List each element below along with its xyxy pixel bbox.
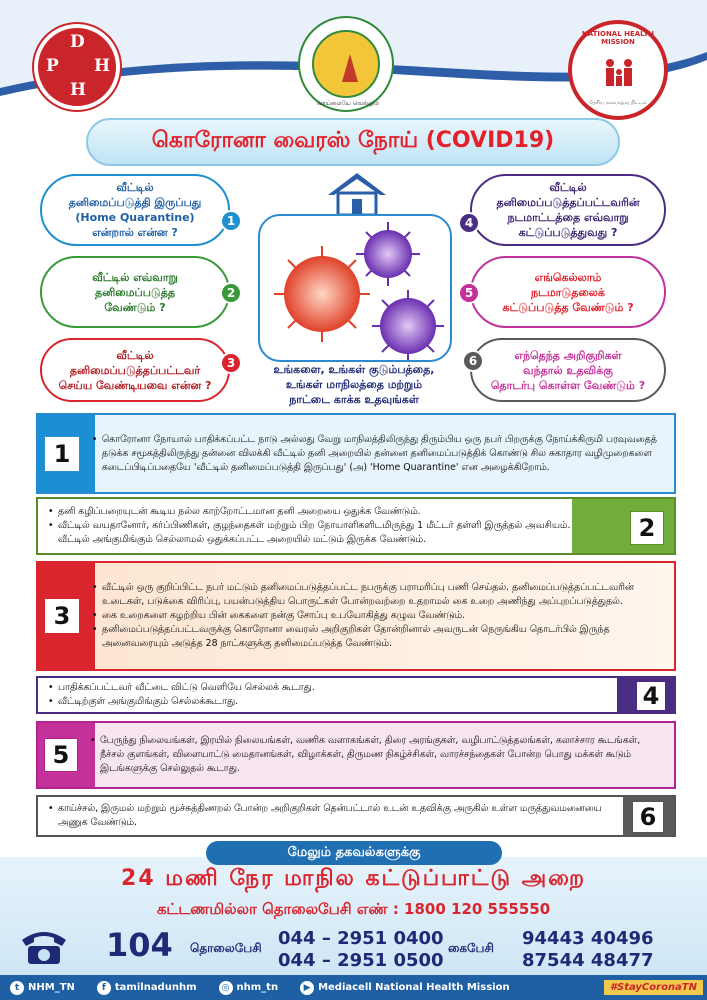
social-handle: tamilnadunhm bbox=[114, 982, 197, 993]
bubble-1-line: தனிமைப்படுத்தி இருப்பது bbox=[68, 196, 202, 209]
social-twitter[interactable] bbox=[10, 981, 75, 995]
emblem-caption: வாய்மையே வெல்லும் bbox=[316, 100, 380, 107]
bubble-5-line: கட்டுப்படுத்த வேண்டும் ? bbox=[502, 300, 634, 314]
landline-label: தொலைபேசி bbox=[190, 941, 262, 955]
title-banner bbox=[86, 118, 620, 166]
dph-letter-h2: H bbox=[70, 80, 87, 100]
section-4-number: 4 bbox=[636, 681, 666, 711]
bubble-4-badge: 4 bbox=[458, 212, 480, 234]
bubble-4-line: நடமாட்டத்தை எவ்வாறு bbox=[507, 211, 629, 224]
bubble-3-badge: 3 bbox=[220, 352, 242, 374]
dph-logo bbox=[34, 24, 120, 110]
list-item: • கை உறைகளை கழற்றிய பின் கைகளை நன்கு சோப்பு உபயோகித்து கழுவ வேண்டும். bbox=[90, 609, 668, 623]
section-1-list bbox=[90, 433, 674, 475]
bubble-3-line: செய்ய வேண்டியவை என்ன ? bbox=[58, 378, 212, 392]
bubble-3-line: வீட்டில் bbox=[116, 348, 154, 362]
list-item: • வீட்டிற்குள் அங்குமிங்கும் செல்லக்கூடாது. bbox=[46, 695, 606, 709]
list-item: • தனி கழிப்பறையுடன் கூடிய நல்ல காற்றோட்டமான தனி அறையை ஒதுக்க வேண்டும். bbox=[46, 505, 576, 519]
nhm-logo-text: NATIONAL HEALTH MISSION bbox=[581, 30, 655, 46]
bubble-2-line: வேண்டும் ? bbox=[104, 300, 166, 314]
list-item: • வீட்டில் ஒரு குறிப்பிட்ட நபர் மட்டும் தனிமைப்படுத்தப்பட்ட நபருக்கு பராமரிப்பு பணி செய்தல். தனிமைப்படுத்தப்பட்டவரின் உடைகள், படுக்கை விரிப்பு, பயன்படுத்திய பொருட்கள் போன்றவற்றை உதறாமல் கை உறை அணிந்து அப்புறப்படுத்துதல். bbox=[90, 581, 668, 609]
emblem-inner bbox=[312, 30, 380, 98]
bubble-4-line: தனிமைப்படுத்தப்பட்டவரின் bbox=[496, 196, 640, 209]
caption-line: உங்களை, உங்கள் குடும்பத்தை, bbox=[273, 363, 435, 376]
info-section-3 bbox=[36, 561, 676, 671]
list-item: • காய்ச்சல், இருமல் மற்றும் மூச்சுத்திணறல் போன்ற அறிகுறிகள் தென்பட்டால் உடன் உதவிக்கு அருகில் உள்ள மருத்துவமனையை அணுக வேண்டும். bbox=[46, 802, 616, 830]
caption-line: உங்கள் மாநிலத்தை மற்றும் bbox=[285, 378, 423, 391]
nhm-logo bbox=[568, 20, 668, 120]
bubble-5-line: நடமாடுதலைக் bbox=[531, 285, 605, 299]
mobile-number-2: 87544 48477 bbox=[522, 950, 654, 971]
landline-number-2: 044 – 2951 0500 bbox=[278, 950, 444, 971]
list-item: • வீட்டில் வயதானோர், கர்ப்பிணிகள், குழந்தைகள் மற்றும் பிற நோயாளிகளிடமிருந்து 1 மீட்டர் தள்ளி இருத்தல் அவசியம். வீட்டில் அங்குமிங்கும் செல்லாமல் ஒதுக்கப்பட்ட அறையில் மட்டும் இருக்க வேண்டும். bbox=[46, 519, 576, 547]
section-5-number: 5 bbox=[44, 738, 78, 772]
landline-number-1: 044 – 2951 0400 bbox=[278, 928, 444, 949]
bubble-3-line: தனிமைப்படுத்தப்பட்டவர் bbox=[69, 363, 201, 377]
section-2-list bbox=[46, 505, 576, 547]
bubble-5-badge: 5 bbox=[458, 282, 480, 304]
center-caption bbox=[238, 362, 470, 407]
question-bubble-4 bbox=[470, 174, 666, 246]
facebook-icon: f bbox=[97, 981, 111, 995]
nhm-logo-subtext: தேசிய நலவாழ்வு திட்டம் bbox=[589, 100, 647, 106]
list-item: • தனிமைப்படுத்தப்பட்டவருக்கு கொரோனா வைரஸ் அறிகுறிகள் தோன்றினால் அவருடன் நெருங்கிய தொடர்பில் இருந்த அனைவரையும் அடுத்த 28 நாட்களுக்கு தனிமைப்படுத்த வேண்டும். bbox=[90, 623, 668, 651]
section-4-list bbox=[46, 681, 606, 709]
bubble-2-line: வீட்டில் எவ்வாறு bbox=[92, 270, 178, 284]
question-bubble-5 bbox=[470, 256, 666, 328]
info-section-4 bbox=[36, 676, 676, 714]
info-section-1 bbox=[36, 413, 676, 494]
section-3-number: 3 bbox=[44, 598, 80, 634]
social-handle: NHM_TN bbox=[28, 982, 75, 993]
dph-letter-p: P bbox=[46, 56, 59, 76]
family-icon bbox=[602, 58, 636, 88]
info-section-2 bbox=[36, 497, 676, 555]
section-3-list bbox=[90, 581, 668, 651]
bubble-1-line: வீட்டில் bbox=[116, 181, 154, 194]
info-section-5 bbox=[36, 721, 676, 789]
section-6-list bbox=[46, 802, 616, 830]
section-6-number: 6 bbox=[632, 801, 664, 833]
bubble-4-line: வீட்டில் bbox=[549, 181, 587, 194]
bubble-1-line: என்றால் என்ன ? bbox=[92, 226, 178, 239]
bubble-4-line: கட்டுப்படுத்துவது ? bbox=[518, 226, 618, 239]
bubble-6-line: வந்தால் உதவிக்கு bbox=[523, 363, 613, 377]
house-icon bbox=[326, 171, 388, 217]
social-youtube[interactable] bbox=[300, 981, 510, 995]
virus-illustration bbox=[258, 214, 452, 362]
list-item: • பாதிக்கப்பட்டவர் வீட்டை விட்டு வெளியே செல்லக் கூடாது. bbox=[46, 681, 606, 695]
mobile-label: கைபேசி bbox=[448, 941, 494, 955]
virus-icon bbox=[260, 216, 452, 362]
social-handle: nhm_tn bbox=[236, 982, 279, 993]
mobile-number-1: 94443 40496 bbox=[522, 928, 654, 949]
question-bubble-2 bbox=[40, 256, 230, 328]
hashtag-badge: #StayCoronaTN bbox=[604, 980, 703, 995]
section-5-list bbox=[88, 734, 666, 776]
social-facebook[interactable] bbox=[97, 981, 197, 995]
bubble-6-badge: 6 bbox=[462, 350, 484, 372]
youtube-icon: ▶ bbox=[300, 981, 314, 995]
short-helpline-number: 104 bbox=[106, 926, 173, 964]
temple-tower-icon bbox=[342, 54, 358, 82]
section-2-number: 2 bbox=[630, 511, 664, 545]
bubble-1-badge: 1 bbox=[220, 210, 242, 232]
question-bubble-1 bbox=[40, 174, 230, 246]
social-media-bar bbox=[0, 975, 707, 1000]
question-bubble-6 bbox=[470, 338, 666, 402]
twitter-icon: t bbox=[10, 981, 24, 995]
bubble-2-line: தனிமைப்படுத்த bbox=[94, 285, 176, 299]
tamilnadu-emblem bbox=[298, 16, 394, 112]
dph-letter-d: D bbox=[70, 32, 85, 52]
telephone-icon bbox=[18, 928, 70, 966]
social-handle: Mediacell National Health Mission bbox=[318, 982, 510, 993]
list-item: • பேருந்து நிலையங்கள், இரயில் நிலையங்கள், வணிக வளாகங்கள், திரை அரங்குகள், வழிபாட்டுத்தலங்கள், கலாச்சார கூடங்கள், நீச்சல் குளங்கள், விளையாட்டு மைதானங்கள், விழாக்கள், திருமண நிகழ்ச்சிகள், வாரச்சந்தைகள் போன்ற பொது மக்கள் கூடும் இடங்களுக்கு செல்லுதல் கூடாது. bbox=[88, 734, 666, 776]
section-1-number: 1 bbox=[44, 436, 80, 472]
bubble-5-line: எங்கெல்லாம் bbox=[534, 270, 602, 284]
bubble-2-badge: 2 bbox=[220, 282, 242, 304]
social-instagram[interactable] bbox=[219, 981, 279, 995]
instagram-icon: ◎ bbox=[219, 981, 233, 995]
question-bubble-3 bbox=[40, 338, 230, 402]
list-item: • கொரோனா நோயால் பாதிக்கப்பட்ட நாடு அல்லது வேறு மாநிலத்திலிருந்து திரும்பிய ஒரு நபர் பிறருக்கு நோய்க்கிருமி பரவுவதைத் தடுக்க சமூகத்திலிருந்து தன்னை விலக்கி வீட்டில் தனி அறையில் தன்னை தனிமைப்படுத்திக் கொண்டு சில சுகாதார வழிமுறைகளை கடைப்பிடிப்பதையே 'வீட்டில் தனிமைப்படுத்தி இருப்பது' (அ) 'Home Quarantine' என அழைக்கிறோம். bbox=[90, 433, 674, 475]
dph-letter-h1: H bbox=[94, 56, 111, 76]
helpline-title: 24 மணி நேர மாநில கட்டுப்பாட்டு அறை bbox=[121, 866, 586, 891]
page-title: கொரோனா வைரஸ் நோய் (COVID19) bbox=[151, 128, 555, 153]
tollfree-number: கட்டணமில்லா தொலைபேசி எண் : 1800 120 555550 bbox=[156, 900, 551, 918]
info-section-6 bbox=[36, 795, 676, 837]
bubble-6-line: எந்தெந்த அறிகுறிகள் bbox=[514, 348, 622, 362]
bubble-6-line: தொடர்பு கொள்ள வேண்டும் ? bbox=[490, 378, 646, 392]
bubble-1-line: (Home Quarantine) bbox=[75, 211, 195, 224]
caption-line: நாட்டை காக்க உதவுங்கள் bbox=[289, 393, 419, 406]
more-info-banner: மேலும் தகவல்களுக்கு bbox=[206, 841, 502, 865]
